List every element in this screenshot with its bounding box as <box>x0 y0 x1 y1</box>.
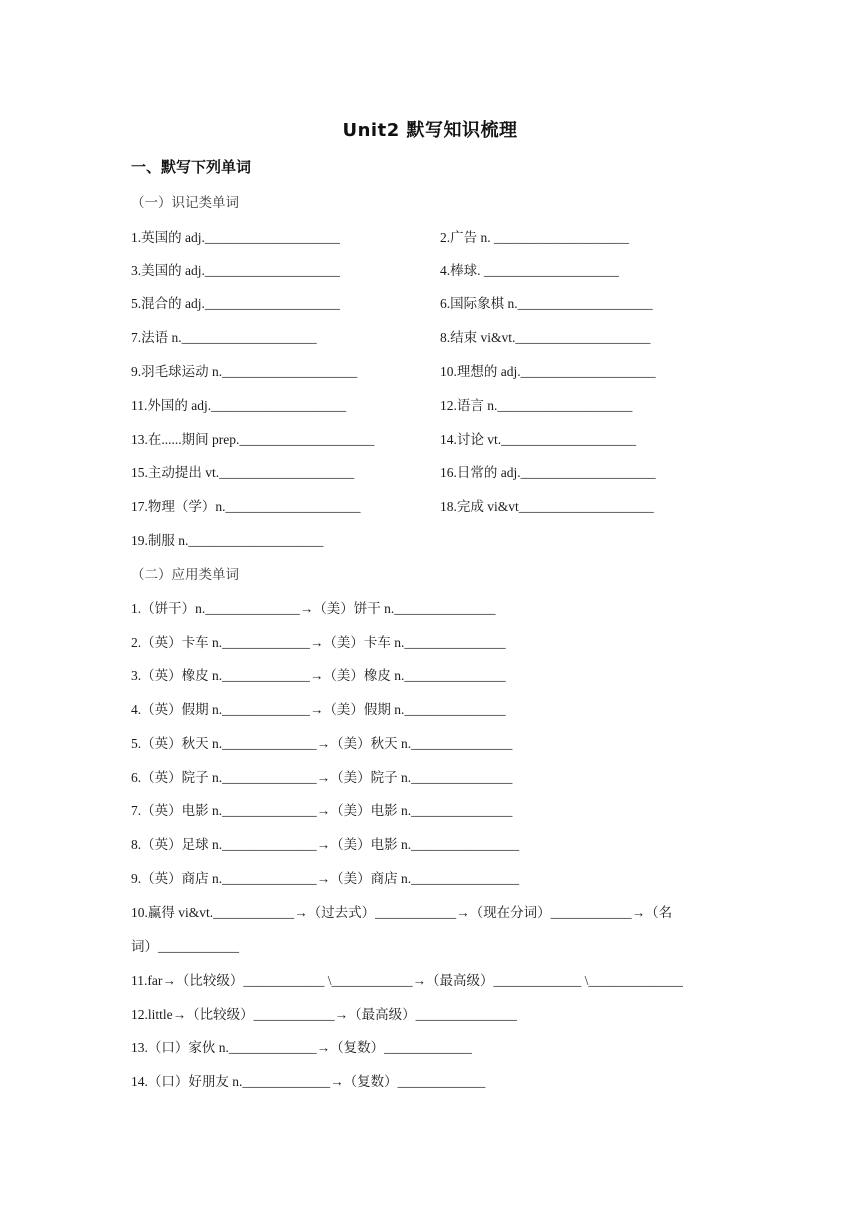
subsection-label-memorize: （一）识记类单词 <box>131 195 239 210</box>
vocab-item: 17.物理（学）n.____________________ <box>131 499 361 514</box>
vocab-item: 15.主动提出 vt.____________________ <box>131 465 355 480</box>
page-title: Unit2 默写知识梳理 <box>342 120 518 141</box>
vocab-item: 3.美国的 adj.____________________ <box>131 263 340 278</box>
vocab-item: 14.讨论 vt.____________________ <box>440 432 637 447</box>
application-item: 11.far→（比较级）____________ \____________→（最高级）_____________ \______________ <box>131 973 683 988</box>
vocab-item: 7.法语 n.____________________ <box>131 330 317 345</box>
application-item: 4.（英）假期 n._____________→（美）假期 n._______________ <box>131 702 506 717</box>
application-item: 3.（英）橡皮 n._____________→（美）橡皮 n._______________ <box>131 668 506 683</box>
application-item: 9.（英）商店 n.______________→（美）商店 n.________________ <box>131 871 520 886</box>
vocab-item: 19.制服 n.____________________ <box>131 533 324 548</box>
vocab-item: 11.外国的 adj.____________________ <box>131 398 347 413</box>
vocab-item: 12.语言 n.____________________ <box>440 398 633 413</box>
vocab-item: 1.英国的 adj.____________________ <box>131 230 340 245</box>
application-item-continued: 词）____________ <box>131 939 239 954</box>
application-item: 6.（英）院子 n.______________→（美）院子 n._______________ <box>131 770 513 785</box>
application-item: 8.（英）足球 n.______________→（美）电影 n.________________ <box>131 837 520 852</box>
application-item: 5.（英）秋天 n.______________→（美）秋天 n._______________ <box>131 736 513 751</box>
application-item: 10.赢得 vi&vt.____________→（过去式）____________→（现在分词）____________→（名 <box>131 905 673 920</box>
application-item: 13.（口）家伙 n._____________→（复数）_____________ <box>131 1040 472 1055</box>
vocab-item: 10.理想的 adj.____________________ <box>440 364 656 379</box>
vocab-item: 8.结束 vi&vt.____________________ <box>440 330 651 345</box>
vocab-item: 2.广告 n. ____________________ <box>440 230 629 245</box>
application-item: 2.（英）卡车 n._____________→（美）卡车 n._______________ <box>131 635 506 650</box>
vocab-item: 4.棒球. ____________________ <box>440 263 619 278</box>
section-heading: 一、默写下列单词 <box>131 158 252 176</box>
vocab-item: 6.国际象棋 n.____________________ <box>440 296 653 311</box>
vocab-item: 13.在......期间 prep.____________________ <box>131 432 375 447</box>
vocab-item: 16.日常的 adj.____________________ <box>440 465 656 480</box>
application-item: 12.little→（比较级）____________→（最高级）_______________ <box>131 1007 517 1022</box>
subsection-label-application: （二）应用类单词 <box>131 567 239 582</box>
application-item: 7.（英）电影 n.______________→（美）电影 n._______________ <box>131 803 513 818</box>
application-item: 1.（饼干）n.______________→（美）饼干 n._______________ <box>131 601 496 616</box>
vocab-item: 18.完成 vi&vt____________________ <box>440 499 654 514</box>
vocab-item: 9.羽毛球运动 n.____________________ <box>131 364 358 379</box>
vocab-item: 5.混合的 adj.____________________ <box>131 296 340 311</box>
application-item: 14.（口）好朋友 n._____________→（复数）_____________ <box>131 1074 486 1089</box>
